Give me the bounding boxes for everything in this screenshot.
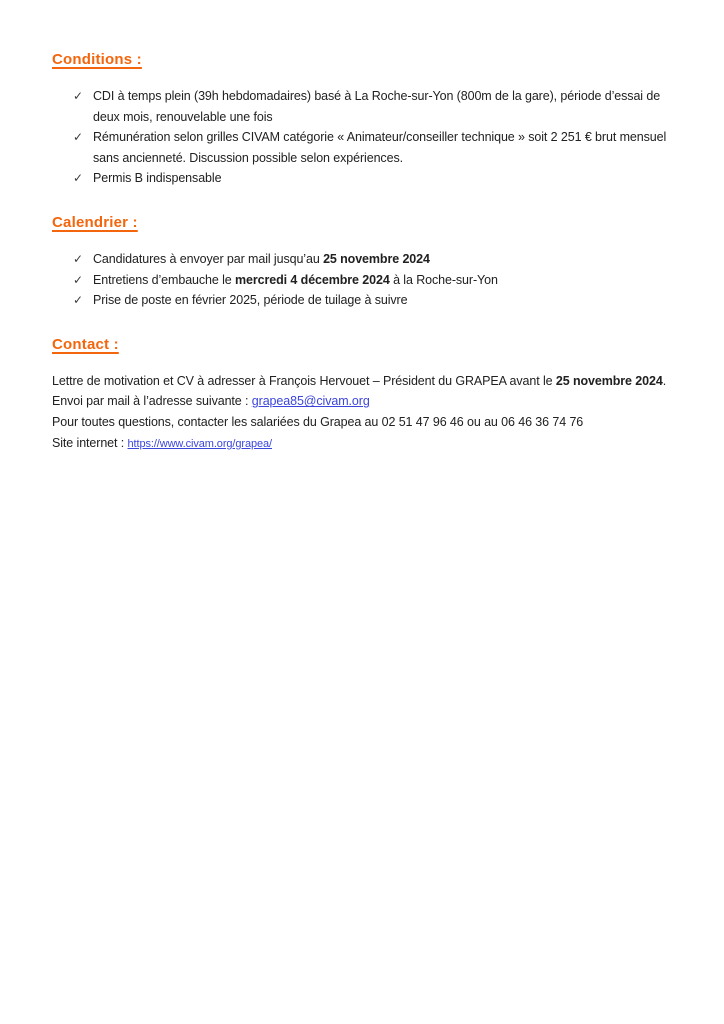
text-run: Entretiens d’embauche le: [93, 272, 236, 287]
website-link[interactable]: https://www.civam.org/grapea/: [127, 437, 272, 450]
text-run: Pour toutes questions, contacter les salariées du Grapea au 02 51 47 96 46 ou au 06 46 36 74 76: [52, 414, 584, 429]
document-content: [52, 48, 682, 454]
bullet-text: [93, 290, 407, 311]
bullet-text: [93, 127, 682, 168]
checkmark-icon: ✓: [73, 293, 83, 308]
conditions-bullet-list: [52, 86, 682, 189]
bullet-item: [52, 270, 682, 291]
bullet-text: [93, 168, 221, 189]
text-run: Site internet :: [52, 435, 128, 450]
contact-paragraph: [52, 371, 682, 454]
conditions-heading: Conditions :: [52, 51, 142, 68]
bullet-item: [52, 249, 682, 270]
section-calendrier: [52, 211, 682, 311]
text-run: . Envoi par mail à l’adresse suivante :: [52, 373, 667, 409]
email-link[interactable]: grapea85@civam.org: [251, 394, 370, 409]
contact-line: [52, 433, 682, 455]
bullet-text: [93, 86, 682, 127]
text-run: 25 novembre 2024: [555, 373, 663, 388]
bullet-item: [52, 290, 682, 311]
bullet-text: [93, 249, 430, 270]
calendrier-bullet-list: [52, 249, 682, 311]
text-run: 25 novembre 2024: [323, 251, 430, 266]
text-run: CDI à temps plein (39h hebdomadaires) basé à La Roche-sur-Yon (800m de la gare), période d’essai de deux mois, renouvelable une fois: [93, 89, 661, 124]
text-run: Lettre de motivation et CV à adresser à François Hervouet – Président du GRAPEA avant le: [52, 373, 556, 388]
calendrier-heading: Calendrier :: [52, 213, 138, 231]
bullet-item: [52, 168, 682, 189]
checkmark-icon: ✓: [73, 272, 83, 287]
checkmark-icon: ✓: [73, 171, 83, 186]
text-run: Prise de poste en février 2025, période de tuilage à suivre: [93, 293, 408, 308]
text-run: à la Roche-sur-Yon: [389, 272, 498, 287]
checkmark-icon: ✓: [73, 251, 83, 266]
contact-line: [52, 371, 682, 412]
text-run: Rémunération selon grilles CIVAM catégorie « Animateur/conseiller technique » soit 2 251 € brut mensuel sans ancienneté. Discussion possible selon expériences.: [93, 130, 667, 165]
bullet-item: [52, 127, 682, 168]
bullet-text: [93, 270, 498, 291]
bullet-item: [52, 86, 682, 127]
section-conditions: [52, 48, 682, 189]
contact-line: [52, 412, 682, 433]
checkmark-icon: ✓: [73, 130, 83, 145]
text-run: Permis B indispensable: [93, 171, 222, 186]
text-run: mercredi 4 décembre 2024: [235, 272, 390, 287]
text-run: Candidatures à envoyer par mail jusqu’au: [93, 251, 324, 266]
checkmark-icon: ✓: [73, 89, 83, 103]
section-contact: [52, 333, 682, 454]
contact-heading: Contact :: [52, 335, 119, 353]
